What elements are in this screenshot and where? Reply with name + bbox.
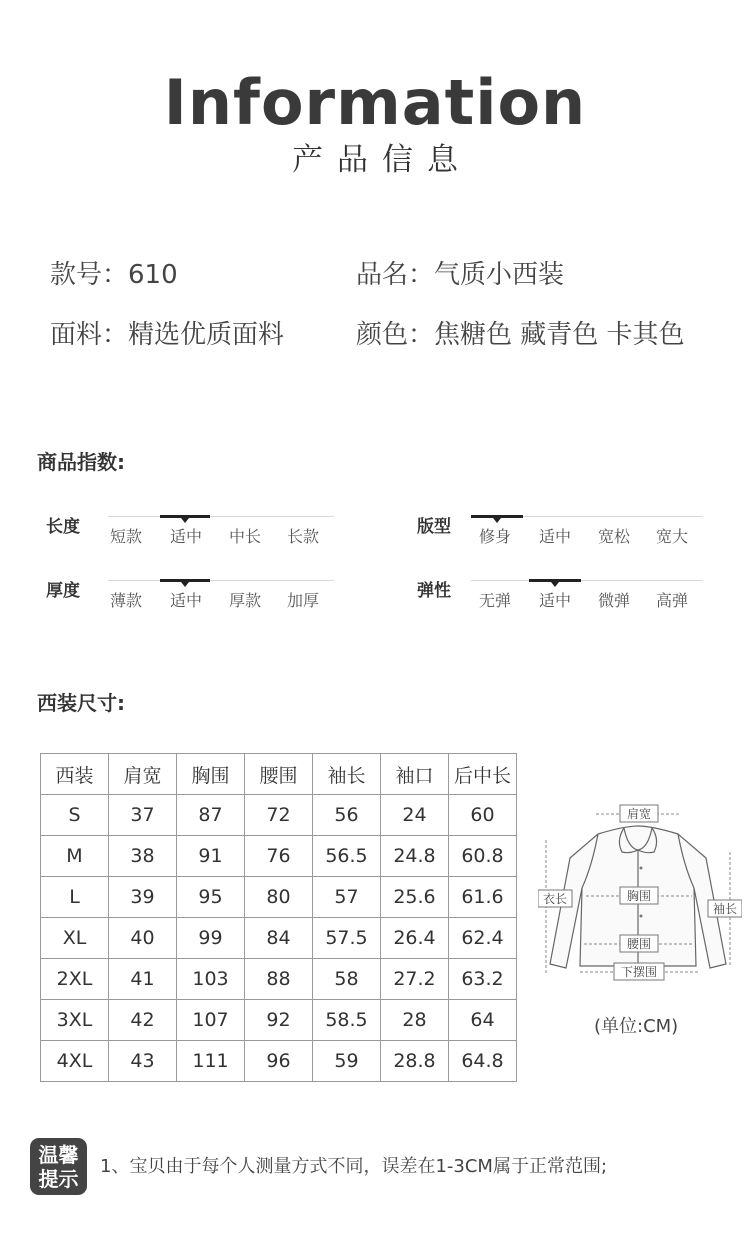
diagram-label-waist: 腰围 [626,937,652,951]
index-pointer-icon [181,582,189,587]
table-row [41,836,517,877]
index-track [108,516,334,517]
index-option: 短款 [109,527,142,546]
table-cell: 28.8 [381,1041,449,1082]
index-option: 适中 [169,591,202,610]
index-label: 版型 [417,517,451,537]
diagram-label-length: 衣长 [542,892,568,906]
tip-badge-line1: 温馨 [38,1142,79,1167]
table-cell: 3XL [41,1000,109,1041]
index-option: 高弹 [655,591,688,610]
table-cell: 80 [245,877,313,918]
tip-badge-line2: 提示 [38,1166,79,1191]
index-group-fit [417,510,717,550]
table-cell: 27.2 [381,959,449,1000]
table-cell: 56.5 [313,836,381,877]
index-pointer-icon [551,582,559,587]
diagram-label-hem: 下摆围 [620,965,658,979]
table-cell: 96 [245,1041,313,1082]
table-cell: 58.5 [313,1000,381,1041]
table-cell: S [41,795,109,836]
unit-note: (单位:CM) [594,1016,679,1037]
table-cell: L [41,877,109,918]
table-cell: 42 [109,1000,177,1041]
table-cell: 72 [245,795,313,836]
index-group-thickness [46,574,346,614]
product-name: 品名：气质小西装 [356,260,565,290]
table-cell: 43 [109,1041,177,1082]
table-cell: 64.8 [449,1041,517,1082]
table-cell: 95 [177,877,245,918]
table-cell: 58 [313,959,381,1000]
index-track [108,580,334,581]
index-option: 宽松 [597,527,630,546]
table-cell: 62.4 [449,918,517,959]
index-option: 微弹 [597,591,630,610]
index-option: 薄款 [109,591,142,610]
table-header-cell: 袖长 [313,754,381,795]
index-pointer-icon [181,518,189,523]
index-option: 长款 [286,527,319,546]
table-cell: 57 [313,877,381,918]
table-cell: 76 [245,836,313,877]
diagram-label-shoulder: 肩宽 [626,807,652,821]
table-cell: 25.6 [381,877,449,918]
index-option: 宽大 [655,527,688,546]
index-option: 适中 [169,527,202,546]
table-header-row [41,754,517,795]
table-cell: 40 [109,918,177,959]
page-title-cn: 产品信息 [292,142,472,178]
table-header-cell: 西装 [41,754,109,795]
table-cell: 63.2 [449,959,517,1000]
table-cell: 57.5 [313,918,381,959]
table-cell: 61.6 [449,877,517,918]
table-cell: 37 [109,795,177,836]
index-pointer-icon [493,518,501,523]
table-header-cell: 袖口 [381,754,449,795]
size-heading: 西装尺寸: [37,691,125,715]
shirt-measurement-diagram [538,796,742,986]
index-option: 无弹 [478,591,511,610]
table-cell: 2XL [41,959,109,1000]
index-label: 长度 [46,517,80,537]
table-row [41,877,517,918]
table-cell: 84 [245,918,313,959]
table-row [41,1041,517,1082]
index-track [471,580,703,581]
table-cell: 39 [109,877,177,918]
table-row [41,959,517,1000]
table-cell: 4XL [41,1041,109,1082]
colors: 颜色：焦糖色 藏青色 卡其色 [356,320,685,350]
index-group-elasticity [417,574,717,614]
index-option: 修身 [478,527,511,546]
index-group-length [46,510,346,550]
table-cell: M [41,836,109,877]
table-cell: 107 [177,1000,245,1041]
table-cell: 24.8 [381,836,449,877]
index-option: 中长 [228,527,261,546]
table-cell: 56 [313,795,381,836]
table-cell: 87 [177,795,245,836]
index-label: 厚度 [46,581,80,601]
table-cell: XL [41,918,109,959]
index-option: 适中 [538,591,571,610]
table-cell: 92 [245,1000,313,1041]
table-row [41,795,517,836]
diagram-label-chest: 胸围 [626,889,652,903]
tip-text: 1、宝贝由于每个人测量方式不同，误差在1-3CM属于正常范围; [100,1156,608,1177]
table-cell: 99 [177,918,245,959]
table-cell: 103 [177,959,245,1000]
table-cell: 24 [381,795,449,836]
index-heading: 商品指数: [37,450,125,474]
table-header-cell: 胸围 [177,754,245,795]
table-cell: 91 [177,836,245,877]
index-option: 加厚 [286,591,319,610]
table-cell: 60 [449,795,517,836]
diagram-label-sleeve: 袖长 [712,902,738,916]
table-cell: 111 [177,1041,245,1082]
style-number: 款号：610 [50,260,178,290]
table-row [41,918,517,959]
table-cell: 60.8 [449,836,517,877]
index-option: 厚款 [228,591,261,610]
fabric: 面料：精选优质面料 [50,320,285,350]
table-cell: 28 [381,1000,449,1041]
table-cell: 26.4 [381,918,449,959]
table-cell: 64 [449,1000,517,1041]
table-row [41,1000,517,1041]
size-table [40,753,517,1082]
table-cell: 38 [109,836,177,877]
index-option: 适中 [538,527,571,546]
table-header-cell: 肩宽 [109,754,177,795]
table-cell: 41 [109,959,177,1000]
index-label: 弹性 [417,581,451,601]
table-cell: 59 [313,1041,381,1082]
table-header-cell: 后中长 [449,754,517,795]
page-title-en: Information [163,66,587,139]
table-header-cell: 腰围 [245,754,313,795]
table-cell: 88 [245,959,313,1000]
tip-badge [30,1138,87,1195]
